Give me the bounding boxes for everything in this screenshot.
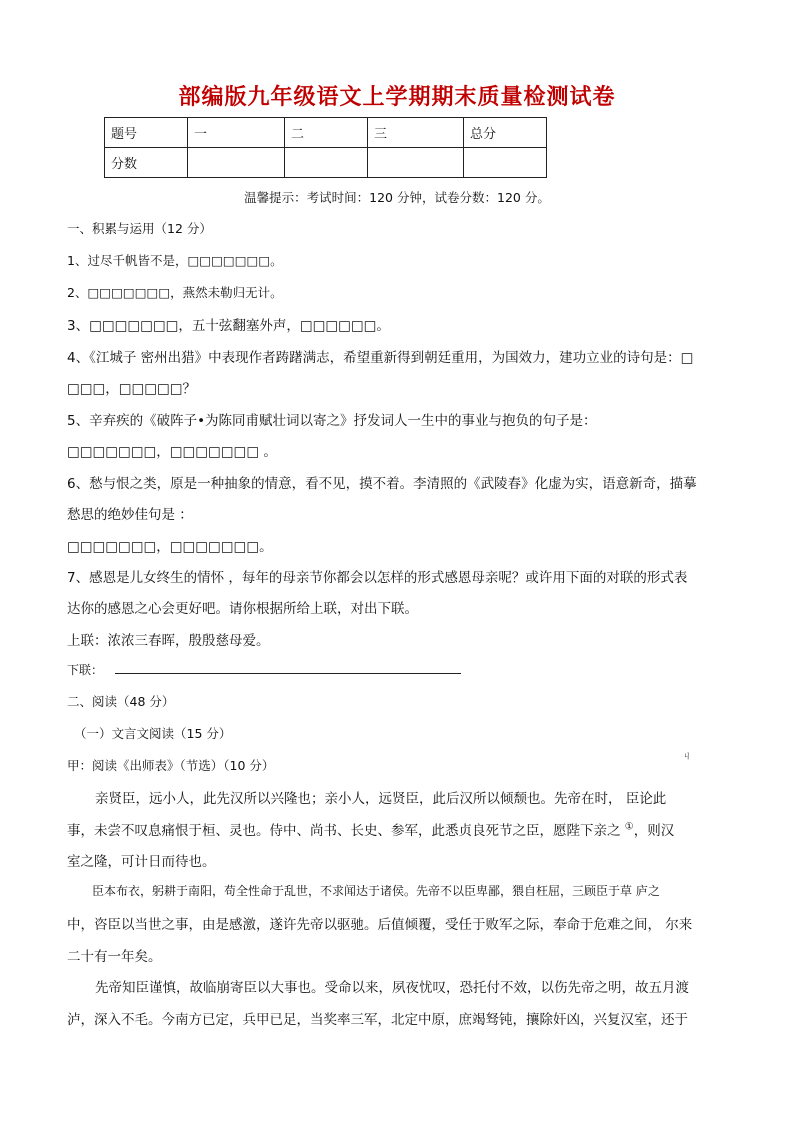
question-6-line3: □□□□□□□，□□□□□□□。 [67, 539, 273, 555]
answer-line[interactable] [115, 663, 461, 674]
table-cell: 总分 [464, 118, 547, 148]
table-cell[interactable] [188, 148, 285, 178]
passage-line: 泸，深入不毛。今南方已定，兵甲已足，当奖率三军，北定中原，庶竭驽钝，攘除奸凶，兴复汉室，还于 [67, 1012, 688, 1028]
passage-heading: 甲：阅读《出师表》（节选）（10 分） [67, 758, 275, 773]
passage-line: 室之隆，可计日而待也。 [67, 854, 216, 870]
question-2: 2、□□□□□□□，燕然未勒归无计。 [67, 285, 283, 300]
table-cell[interactable] [285, 148, 368, 178]
question-6-line2: 愁思的绝妙佳句是 ： [67, 507, 193, 523]
passage-text: 事，未尝不叹息痛恨于桓、灵也。侍中、尚书、长史、参军，此悉贞良死节之臣，愿陛下亲之 [67, 823, 621, 839]
score-table [104, 117, 547, 178]
section-heading: 二、阅读（48 分） [67, 694, 175, 709]
table-row [105, 118, 547, 148]
table-cell: 三 [368, 118, 464, 148]
table-cell[interactable] [464, 148, 547, 178]
question-4-line1: 4、《江城子 密州出猎》中表现作者踌躇满志，希望重新得到朝廷重用，为国效力，建功立业的诗句是：□ [67, 350, 694, 366]
passage-line: 亲贤臣，远小人，此先汉所以兴隆也；亲小人，远贤臣，此后汉所以倾颓也。先帝在时， 臣论此 [95, 791, 667, 807]
question-4-line2: □□□，□□□□□？ [67, 381, 197, 397]
question-7-line2: 达你的感恩之心会更好吧。请你根据所给上联，对出下联。 [67, 601, 418, 617]
section-heading: 一、积累与运用（12 分） [67, 221, 212, 236]
question-1: 1、过尽千帆皆不是，□□□□□□□。 [67, 253, 283, 268]
passage-line [67, 819, 674, 839]
stray-mark: ㄐ [682, 751, 692, 762]
table-cell: 题号 [105, 118, 188, 148]
question-6-line1: 6、愁与恨之类，原是一种抽象的情意，看不见，摸不着。李清照的《武陵春》化虚为实，语意新奇，描摹 [67, 476, 697, 492]
page-title: 部编版九年级语文上学期期末质量检测试卷 [178, 85, 616, 110]
table-cell: 分数 [105, 148, 188, 178]
passage-line: 臣本布衣，躬耕于南阳，苟全性命于乱世，不求闻达于诸侯。先帝不以臣卑鄙，猥自枉屈，三顾臣于草 庐之 [92, 884, 660, 898]
table-cell: 二 [285, 118, 368, 148]
table-row [105, 148, 547, 178]
passage-line: 中，咨臣以当世之事，由是感激，遂许先帝以驱驰。后值倾覆，受任于败军之际，奉命于危难之间， 尔来 [67, 917, 693, 933]
passage-line: 先帝知臣谨慎，故临崩寄臣以大事也。受命以来，夙夜忧叹，恐托付不效，以伤先帝之明，故五月渡 [95, 980, 689, 996]
subsection-heading: （一）文言文阅读（15 分） [74, 726, 232, 741]
exam-tip: 温馨提示：考试时间：120 分钟，试卷分数：120 分。 [244, 190, 550, 205]
question-5-line1: 5、辛弃疾的《破阵子•为陈同甫赋壮词以寄之》抒发词人一生中的事业与抱负的句子是： [67, 413, 597, 429]
couplet-upper: 上联：浓浓三春晖，殷殷慈母爱。 [67, 633, 270, 649]
question-5-line2: □□□□□□□，□□□□□□□ 。 [67, 444, 277, 460]
passage-text: ，则汉 [633, 823, 675, 839]
footnote-marker: ① [624, 821, 634, 833]
table-cell: 一 [188, 118, 285, 148]
passage-line: 二十有一年矣。 [67, 949, 162, 965]
question-7-line1: 7、感恩是儿女终生的情怀 ，每年的母亲节你都会以怎样的形式感恩母亲呢？或许用下面的对联的形式表 [67, 570, 688, 586]
question-3: 3、□□□□□□□，五十弦翻塞外声，□□□□□□。 [67, 318, 390, 334]
couplet-lower-row [67, 661, 461, 678]
table-cell[interactable] [368, 148, 464, 178]
couplet-lower-label: 下联： [67, 663, 104, 677]
